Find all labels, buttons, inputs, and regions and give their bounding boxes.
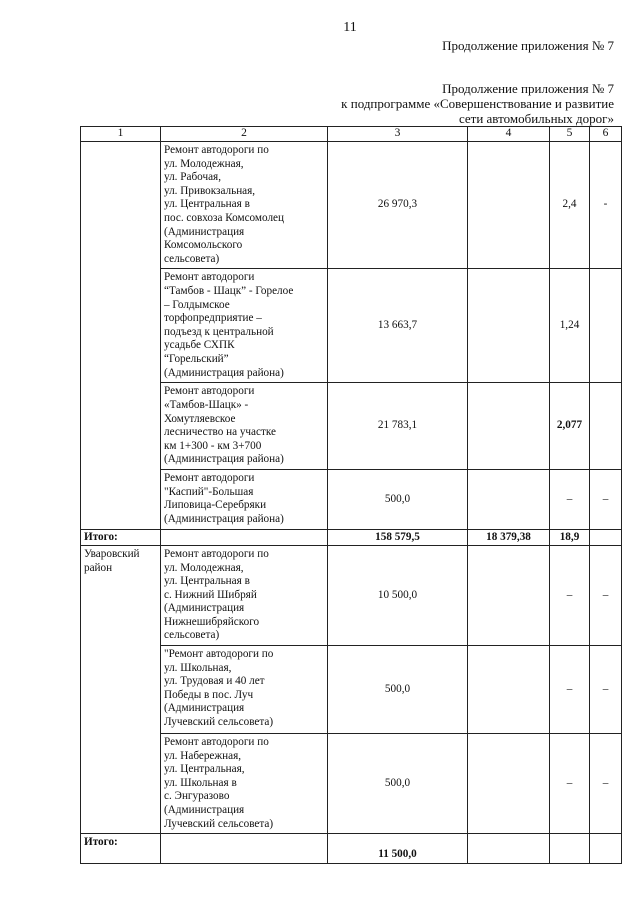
table-row [81, 142, 622, 269]
length-cell: – [550, 646, 590, 734]
table-header-row [81, 127, 622, 142]
column-header: 3 [328, 127, 468, 142]
col4-cell [468, 646, 550, 734]
column-header: 5 [550, 127, 590, 142]
desc-text: Ремонт автодороги «Тамбов-Шацк» - Хомутляевское лесничество на участке км 1+300 - км 3+700 (Администрация района) [164, 385, 284, 466]
cost-cell: 10 500,0 [328, 545, 468, 645]
col6-cell: – [590, 734, 622, 834]
col4-cell [468, 469, 550, 529]
table-row [81, 469, 622, 529]
total-col4 [468, 834, 550, 864]
desc-text: Ремонт автодороги по ул. Набережная, ул. Центральная, ул. Школьная в с. Энгуразово (Администрация Лучевский сельсовета) [164, 736, 274, 830]
col4-cell [468, 383, 550, 470]
total-label: Итого: [81, 834, 161, 864]
total-cost: 158 579,5 [328, 529, 468, 545]
col4-cell [468, 545, 550, 645]
project-description [161, 545, 328, 645]
col6-cell [590, 383, 622, 470]
table-row [81, 383, 622, 470]
col4-cell [468, 142, 550, 269]
desc-text: Ремонт автодороги "Каспий"-Большая Липовица-Серебряки (Администрация района) [164, 471, 284, 525]
cost-cell: 500,0 [328, 734, 468, 834]
desc-text: "Ремонт автодороги по ул. Школьная, ул. Трудовая и 40 лет Победы в пос. Луч (Администрация Лучевский сельсовета) [164, 648, 274, 729]
total-empty [161, 834, 328, 864]
total-cost: 11 500,0 [328, 834, 468, 864]
column-header: 4 [468, 127, 550, 142]
length-cell: – [550, 469, 590, 529]
appendix-header [341, 81, 614, 126]
cost-cell: 13 663,7 [328, 269, 468, 383]
total-length: 18,9 [550, 529, 590, 545]
col4-cell [468, 734, 550, 834]
desc-text: Ремонт автодороги по ул. Молодежная, ул. Центральная в с. Нижний Шибряй (Администрация Нижнешибряйского сельсовета) [164, 547, 269, 642]
cost-cell: 500,0 [328, 646, 468, 734]
length-cell: – [550, 545, 590, 645]
column-header: 2 [161, 127, 328, 142]
length-cell: – [550, 734, 590, 834]
desc-text: Ремонт автодороги по ул. Молодежная, ул. Рабочая, ул. Привокзальная, ул. Центральная в пос. совхоза Комсомолец (Администрация Комсомольского сельсовета) [164, 144, 284, 265]
table-row [81, 734, 622, 834]
project-description [161, 469, 328, 529]
desc-text: Ремонт автодороги “Тамбов - Шацк” - Горелое – Голдымское торфопредприятие – подъезд к центральной усадьбе СХПК “Горельский” (Администрация района) [164, 271, 294, 379]
total-row [81, 529, 622, 545]
column-header: 1 [81, 127, 161, 142]
region-cell [81, 142, 161, 530]
appendix-header-line3: сети автомобильных дорог» [458, 111, 614, 126]
cost-cell: 26 970,3 [328, 142, 468, 269]
cost-cell: 500,0 [328, 469, 468, 529]
total-row [81, 834, 622, 864]
appendix-header-line2: к подпрограмме «Совершенствование и развитие [341, 96, 614, 111]
cost-cell: 21 783,1 [328, 383, 468, 470]
table-row [81, 269, 622, 383]
project-description [161, 383, 328, 470]
project-description [161, 269, 328, 383]
col6-cell: – [590, 545, 622, 645]
total-col4: 18 379,38 [468, 529, 550, 545]
length-cell: 2,077 [550, 383, 590, 470]
continuation-note: Продолжение приложения № 7 [442, 38, 614, 53]
appendix-header-line1: Продолжение приложения № 7 [442, 81, 614, 96]
total-length [550, 834, 590, 864]
roads-table [80, 126, 622, 864]
total-empty [161, 529, 328, 545]
project-description [161, 734, 328, 834]
total-col6 [590, 529, 622, 545]
col6-cell: – [590, 469, 622, 529]
page-number: 11 [343, 20, 357, 35]
col6-cell [590, 269, 622, 383]
length-cell: 1,24 [550, 269, 590, 383]
total-label: Итого: [81, 529, 161, 545]
column-header: 6 [590, 127, 622, 142]
project-description [161, 142, 328, 269]
total-col6 [590, 834, 622, 864]
col6-cell: – [590, 646, 622, 734]
col4-cell [468, 269, 550, 383]
col6-cell: - [590, 142, 622, 269]
table-row [81, 646, 622, 734]
region-cell: Уваровский район [81, 545, 161, 833]
length-cell: 2,4 [550, 142, 590, 269]
table-row [81, 545, 622, 645]
project-description [161, 646, 328, 734]
